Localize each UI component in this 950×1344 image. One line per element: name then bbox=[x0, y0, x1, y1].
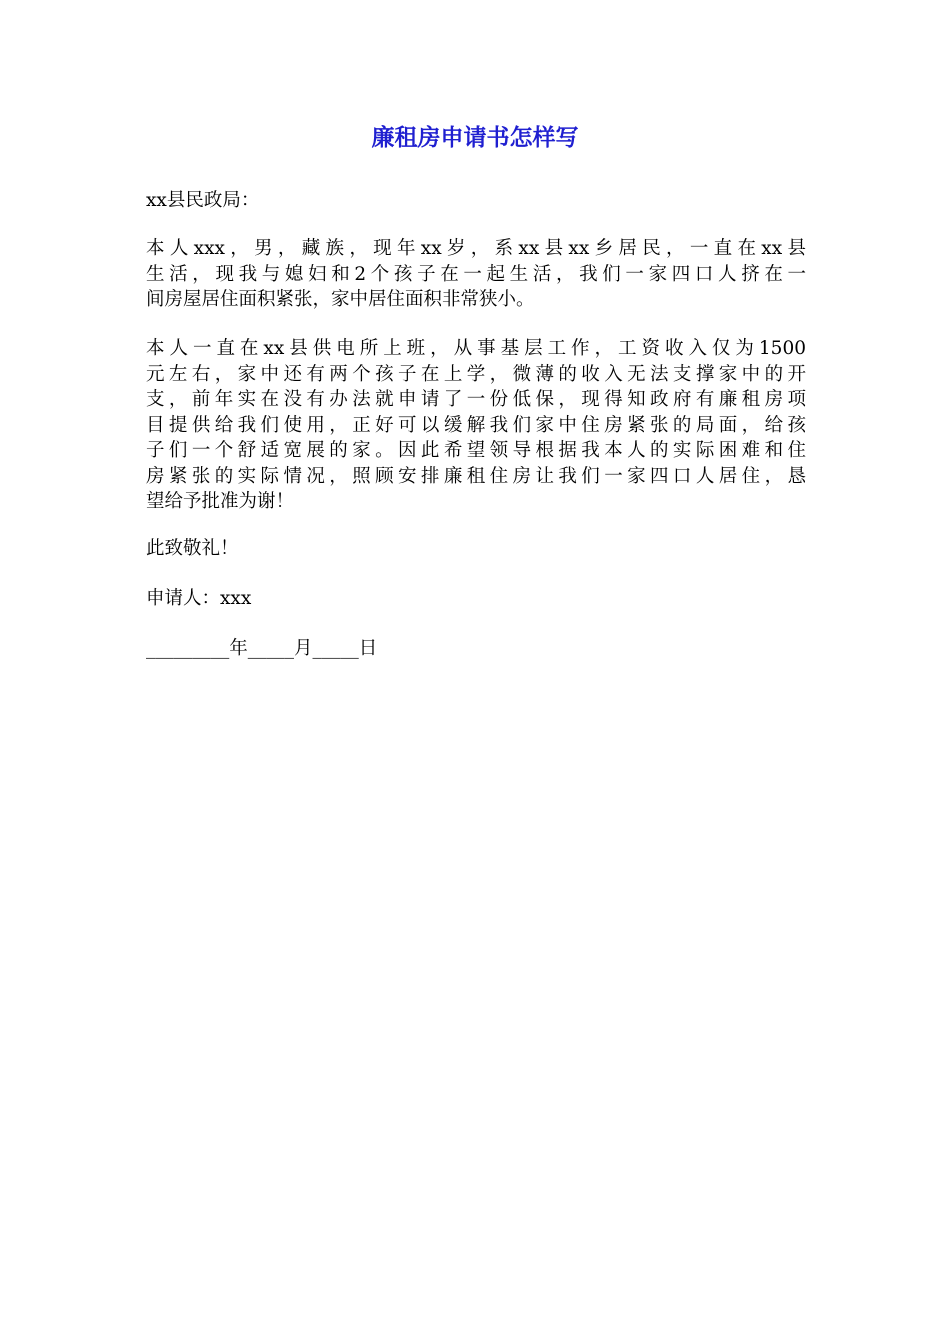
document-title: 廉租房申请书怎样写 bbox=[371, 125, 579, 151]
signer-line: 申请人：xxx bbox=[146, 588, 252, 609]
paragraph-2-line: 本人一直在xx县供电所上班，从事基层工作，工资收入仅为1500 bbox=[146, 338, 806, 359]
paragraph-1-line: 生活，现我与媳妇和2个孩子在一起生活，我们一家四口人挤在一 bbox=[146, 263, 806, 285]
paragraph-2-line: 支，前年实在没有办法就申请了一份低保，现得知政府有廉租房项 bbox=[146, 389, 806, 410]
date-line: _________年_____月_____日 bbox=[146, 638, 378, 659]
salutation: xx县民政局： bbox=[146, 190, 260, 211]
paragraph-2-line: 元左右，家中还有两个孩子在上学，微薄的收入无法支撑家中的开 bbox=[146, 363, 806, 385]
paragraph-2-line: 子们一个舒适宽展的家。因此希望领导根据我本人的实际困难和住 bbox=[146, 440, 806, 461]
paragraph-1-line: 本人xxx，男，藏族，现年xx岁，系xx县xx乡居民，一直在xx县 bbox=[146, 238, 806, 259]
paragraph-1 bbox=[146, 236, 806, 313]
paragraph-1-line: 间房屋居住面积紧张，家中居住面积非常狭小。 bbox=[146, 289, 535, 310]
paragraph-2-line: 目提供给我们使用，正好可以缓解我们家中住房紧张的局面，给孩 bbox=[146, 414, 806, 436]
paragraph-2-line: 望给予批准为谢！ bbox=[146, 491, 295, 512]
paragraph-2 bbox=[146, 336, 806, 515]
closing-remark: 此致敬礼！ bbox=[146, 538, 239, 559]
paragraph-2-line: 房紧张的实际情况，照顾安排廉租住房让我们一家四口人居住，恳 bbox=[146, 465, 806, 487]
